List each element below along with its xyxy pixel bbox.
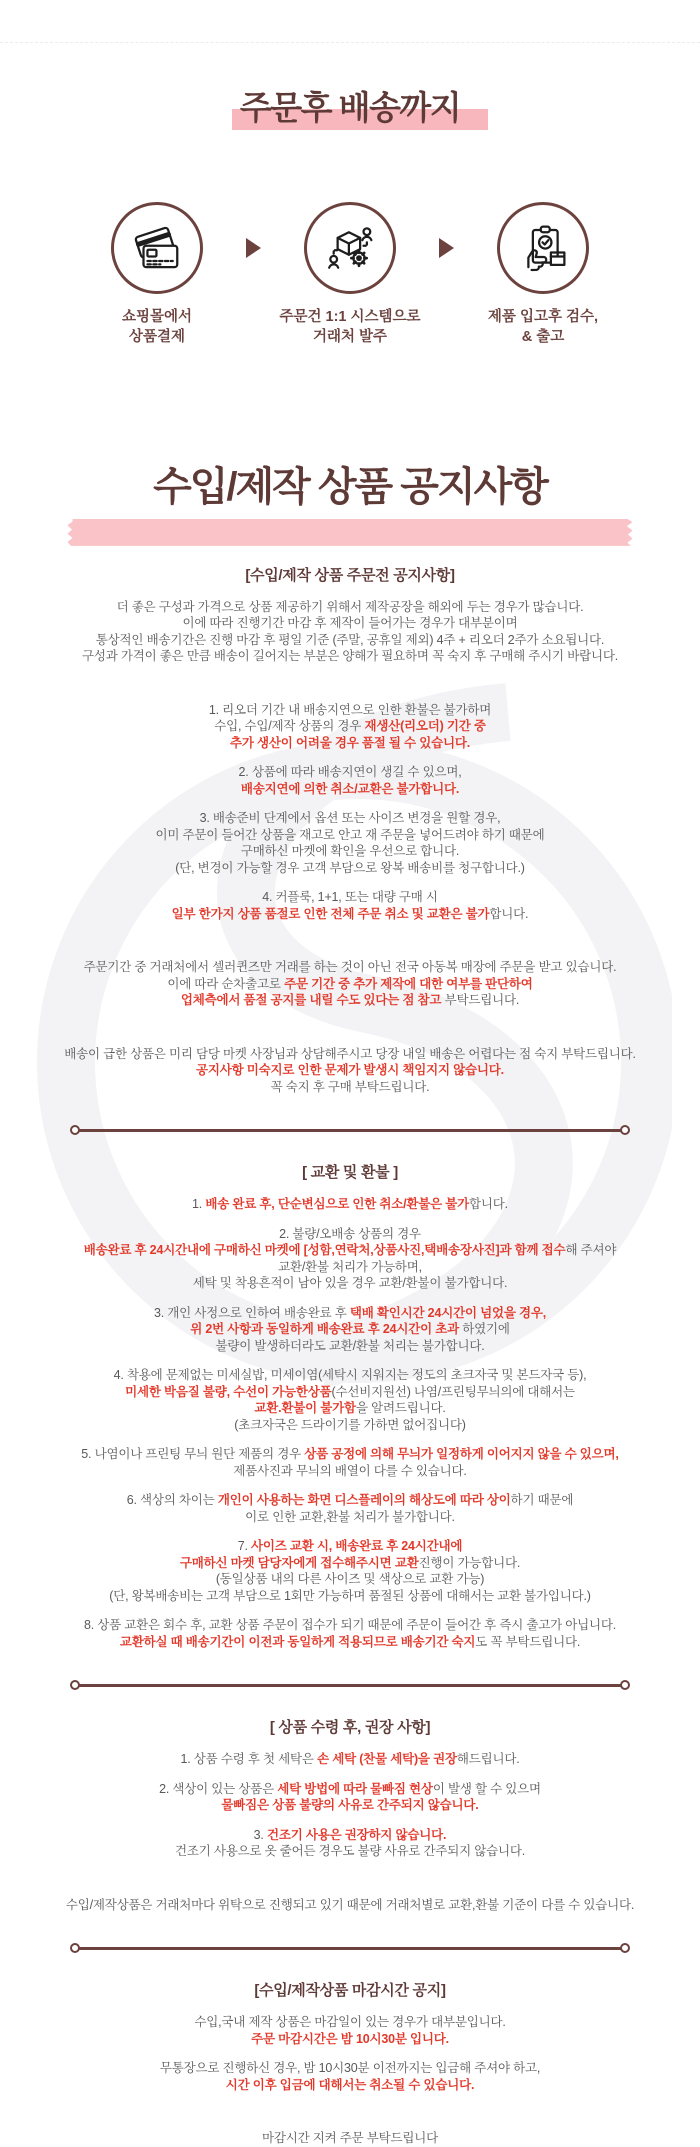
text-line: 수입/제작상품은 거래처마다 위탁으로 진행되고 있기 때문에 거래처별로 교환,환불 기준이 다를 수 있습니다. [65, 1897, 635, 1912]
text-line: 시간 이후 입금에 대해서는 취소될 수 있습니다. [225, 2077, 475, 2092]
text-line: 5. 나염이나 프린팅 무늬 원단 제품의 경우 상품 공정에 의해 무늬가 일정하게 이어지지 않을 수 있으며, [81, 1447, 619, 1462]
credit-card-icon [130, 221, 184, 275]
text-line: 수입, 수입/제작 상품의 경우 재생산(리오더) 기간 중 [214, 719, 486, 734]
section-divider [70, 1125, 630, 1135]
section-exchange-refund [0, 1161, 700, 1650]
text-line: 더 좋은 구성과 가격으로 상품 제공하기 위해서 제작공장을 해외에 두는 경우가 많습니다. [116, 599, 584, 614]
step-label-line: 주문건 1:1 시스템으로 [279, 308, 421, 325]
text-line: 배송이 급한 상품은 미리 담당 마켓 사장님과 상담해주시고 당장 내일 배송은 어렵다는 점 숙지 부탁드립니다. [64, 1046, 636, 1061]
divider-end-dot [620, 1125, 630, 1135]
step-label-line: 거래처 발주 [312, 329, 388, 346]
shipping-notice-page [0, 42, 700, 2147]
text-line: 배송지연에 의한 취소/교환은 불가합니다. [240, 781, 460, 796]
step-circle [497, 202, 589, 294]
section-header: [ 교환 및 환불 ] [302, 1164, 398, 1182]
text-line: 제품사진과 무늬의 배열이 다를 수 있습니다. [233, 1463, 467, 1478]
text-line: 6. 색상의 차이는 개인이 사용하는 화면 디스플레이의 해상도에 따라 상이하기 때문에 [126, 1493, 574, 1508]
text-line: 세탁 및 착용흔적이 남아 있을 경우 교환/환불이 불가합니다. [192, 1276, 508, 1291]
section-divider [70, 1680, 630, 1690]
inspection-shipping-icon [516, 221, 570, 275]
text-line: 공지사항 미숙지로 인한 문제가 발생시 책임지지 않습니다. [196, 1063, 504, 1078]
text-line: 구성과 가격이 좋은 만큼 배송이 길어지는 부분은 양해가 필요하며 꼭 숙지 후 구매해 주시기 바랍니다. [82, 649, 618, 664]
text-line: 수입,국내 제작 상품은 마감일이 있는 경우가 대부분입니다. [194, 2015, 506, 2030]
divider-rule [79, 1947, 621, 1950]
process-step-inspection [454, 202, 632, 348]
text-block [20, 599, 680, 665]
section-body [0, 1751, 700, 1913]
step-label-line: & 출고 [521, 329, 565, 346]
text-line: 꼭 숙지 후 구매 부탁드립니다. [270, 1079, 430, 1094]
text-block [20, 678, 680, 752]
text-line: 추가 생산이 어려울 경우 품절 될 수 있습니다. [230, 735, 470, 750]
text-line: 1. 배송 완료 후, 단순변심으로 인한 취소/환불은 불가합니다. [192, 1197, 508, 1212]
section-deadline-notice [0, 1979, 700, 2147]
main-title-wrap [0, 69, 700, 148]
step-label [122, 307, 192, 348]
text-line: 구매하신 마켓에 확인을 우선으로 합니다. [240, 844, 460, 859]
text-line: 1. 상품 수령 후 첫 세탁은 손 세탁 (찬물 세탁)을 권장해드립니다. [180, 1752, 520, 1767]
text-line: 이로 인한 교환,환불 처리가 불가합니다. [245, 1509, 455, 1524]
text-block [20, 2106, 680, 2147]
arrow-right-icon [246, 238, 261, 258]
text-line: 교환하실 때 배송기간이 이전과 동일하게 적용되므로 배송기간 숙지도 꼭 부탁드립니다. [119, 1634, 581, 1649]
text-line: 교환/환불 처리가 가능하며, [278, 1259, 422, 1274]
text-block [20, 1367, 680, 1433]
section-body [0, 1196, 700, 1650]
section-header: [수입/제작 상품 주문전 공지사항] [245, 566, 455, 584]
text-line: (단, 왕복배송비는 고객 부담으로 1회만 가능하며 품절된 상품에 대해서는 교환 불가입니다.) [109, 1588, 591, 1603]
notice-title-wrap [0, 433, 700, 539]
process-step-order-system [261, 202, 439, 348]
text-line: 3. 건조기 사용은 권장하지 않습니다. [253, 1827, 447, 1842]
text-block [20, 764, 680, 797]
section-body [0, 2014, 700, 2147]
main-title: 주문후 배송까지 [239, 89, 461, 127]
section-divider [70, 1943, 630, 1953]
text-line: 물빠짐은 상품 불량의 사유로 간주되지 않습니다. [221, 1798, 479, 1813]
divider-rule [79, 1684, 621, 1687]
text-block [20, 1538, 680, 1604]
order-system-icon [323, 221, 377, 275]
text-line: 4. 커플룩, 1+1, 또는 대량 구매 시 [262, 890, 438, 905]
text-line: 통상적인 배송기간은 진행 마감 후 평일 기준 (주말, 공휴일 제외) 4주 + 리오더 2주가 소요됩니다. [95, 632, 605, 647]
text-line: 이에 따라 순차출고로 주문 기간 중 추가 제작에 대한 여부를 판단하여 [167, 976, 533, 991]
text-line: 7. 사이즈 교환 시, 배송완료 후 24시간내에 [237, 1539, 463, 1554]
section-body [0, 599, 700, 1096]
text-line: (단, 변경이 가능할 경우 고객 부담으로 왕복 배송비를 청구합니다.) [175, 860, 525, 875]
text-line: 미세한 박음질 불량, 수선이 가능한상품(수선비지원선) 나염/프린팅무늬의에 대해서는 [125, 1384, 575, 1399]
text-line: 마감시간 지켜 주문 부탁드립니다 [261, 2131, 439, 2146]
pink-tape-highlight [68, 519, 633, 546]
text-line: 2. 색상이 있는 상품은 세탁 방법에 따라 물빠짐 현상이 발생 할 수 있으며 [159, 1781, 541, 1796]
text-line: 8. 상품 교환은 회수 후, 교환 상품 주문이 접수가 되기 때문에 주문이 들어간 후 즉시 출고가 아닙니다. [83, 1618, 617, 1633]
text-block [20, 1873, 680, 1914]
text-line: 주문 마감시간은 밤 10시30분 입니다. [251, 2031, 449, 2046]
text-line: 2. 불량/오배송 상품의 경우 [279, 1226, 421, 1241]
text-line: 배송완료 후 24시간내에 구매하신 마켓에 [성함,연락처,상품사진,택배송장사진]과 함께 접수해 주셔야 [83, 1243, 617, 1258]
text-block [20, 1751, 680, 1768]
text-block [20, 1305, 680, 1355]
text-line: 무통장으로 진행하신 경우, 밤 10시30분 이전까지는 입금해 주셔야 하고, [159, 2061, 541, 2076]
text-line: 1. 리오더 기간 내 배송지연으로 인한 환불은 불가하며 [208, 702, 492, 717]
step-label-line: 제품 입고후 검수, [487, 308, 599, 325]
section-header: [수입/제작상품 마감시간 공지] [254, 1982, 446, 2000]
text-block [20, 810, 680, 876]
section-preorder-notice [0, 564, 700, 1096]
text-line: 이미 주문이 들어간 상품을 재고로 안고 재 주문을 넣어드려야 하기 때문에 [155, 827, 545, 842]
text-block [20, 1226, 680, 1292]
text-line: 3. 개인 사정으로 인하여 배송완료 후 택배 확인시간 24시간이 넘었을 경우, [153, 1305, 547, 1320]
text-line: 교환.환불이 불가함을 알려드립니다. [254, 1401, 446, 1416]
text-line: 구매하신 마켓 담당자에게 접수해주시면 교환진행이 가능합니다. [179, 1555, 521, 1570]
step-label-line: 쇼핑몰에서 [121, 308, 193, 325]
process-step-payment [68, 202, 246, 348]
text-line: 일부 한가지 상품 품절로 인한 전체 주문 취소 및 교환은 불가합니다. [171, 906, 529, 921]
text-line: 주문기간 중 거래처에서 셀러퀸즈만 거래를 하는 것이 아닌 전국 아동복 매장에 주문을 받고 있습니다. [83, 960, 617, 975]
section-header: [ 상품 수령 후, 권장 사항] [269, 1719, 431, 1737]
text-block [20, 1196, 680, 1213]
divider-end-dot [620, 1943, 630, 1953]
arrow-right-icon [439, 238, 454, 258]
text-line: 2. 상품에 따라 배송지연이 생길 수 있으며, [238, 765, 462, 780]
text-line: (동일상품 내의 다른 사이즈 및 색상으로 교환 가능) [215, 1572, 485, 1587]
text-block [20, 1446, 680, 1479]
text-block [20, 1492, 680, 1525]
text-line: (초크자국은 드라이기를 가하면 없어집니다) [234, 1417, 466, 1432]
divider-end-dot [620, 1680, 630, 1690]
step-label [488, 307, 598, 348]
step-label-line: 상품결제 [128, 329, 185, 346]
text-block [20, 2060, 680, 2093]
text-block [20, 1022, 680, 1096]
text-line: 업체측에서 품절 공지를 내릴 수도 있다는 점 참고 부탁드립니다. [180, 993, 520, 1008]
text-block [20, 935, 680, 1009]
text-line: 불량이 발생하더라도 교환/환불 처리는 불가합니다. [215, 1338, 485, 1353]
text-block [20, 2014, 680, 2047]
divider-rule [79, 1129, 621, 1132]
notice-title: 수입/제작 상품 공지사항 [153, 464, 547, 509]
section-after-receipt [0, 1716, 700, 1913]
step-circle [304, 202, 396, 294]
step-circle [111, 202, 203, 294]
text-line: 4. 착용에 문제없는 미세실밥, 미세이염(세탁시 지워지는 정도의 초크자국 및 본드자국 등), [113, 1368, 587, 1383]
text-line: 3. 배송준비 단계에서 옵션 또는 사이즈 변경을 원할 경우, [199, 811, 501, 826]
text-block [20, 1827, 680, 1860]
text-line: 위 2번 사항과 동일하게 배송완료 후 24시간이 초과 하였기에 [190, 1322, 510, 1337]
order-process-flow [0, 202, 700, 348]
top-divider-rule [0, 42, 700, 43]
text-line: 이에 따라 진행기간 마감 후 제작이 들어가는 경우가 대부분이며 [182, 616, 518, 631]
text-block [20, 1617, 680, 1650]
text-line: 건조기 사용으로 옷 줄어든 경우도 불량 사유로 간주되지 않습니다. [174, 1844, 526, 1859]
step-label [279, 307, 420, 348]
text-block [20, 889, 680, 922]
text-block [20, 1781, 680, 1814]
